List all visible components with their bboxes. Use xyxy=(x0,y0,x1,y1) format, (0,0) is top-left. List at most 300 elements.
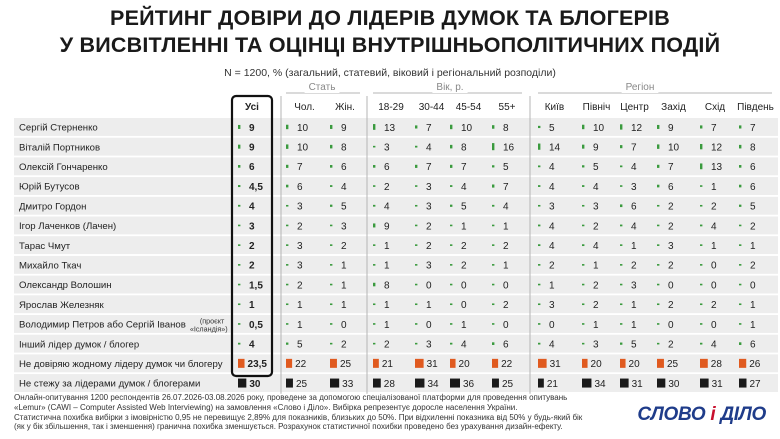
data-bar xyxy=(450,303,452,305)
data-value: 3 xyxy=(426,201,432,213)
data-value: 3 xyxy=(631,181,637,193)
data-value: 2 xyxy=(503,300,509,312)
footnote-line: Статистична похибка вибірки з імовірністю 0,95 не перевищує 2,89% для показників, близьких до 50%. При відхиленні показника від 50% у будь-який бік xyxy=(14,412,583,422)
data-value: 0 xyxy=(426,280,432,292)
data-bar xyxy=(330,185,332,187)
data-bar xyxy=(739,359,746,368)
data-value: 4 xyxy=(549,339,555,351)
data-value: 16 xyxy=(503,142,515,154)
data-bar xyxy=(415,303,417,305)
data-value: 2 xyxy=(249,260,255,272)
data-bar xyxy=(492,323,494,325)
data-bar xyxy=(238,205,240,207)
data-value: 9 xyxy=(249,142,255,154)
data-value: 5 xyxy=(503,162,509,174)
data-value: 0 xyxy=(503,319,509,331)
group-header: Регіон xyxy=(625,82,655,93)
data-value: 4 xyxy=(549,221,555,233)
data-value: 2 xyxy=(668,339,674,351)
data-bar xyxy=(700,264,702,266)
data-bar xyxy=(450,264,452,266)
data-value: 6 xyxy=(631,201,637,213)
data-bar xyxy=(286,323,288,325)
data-bar xyxy=(582,303,584,305)
data-bar xyxy=(286,205,288,207)
data-value: 2 xyxy=(503,240,509,252)
row-label: Володимир Петров або Сергій Іванов xyxy=(19,319,186,331)
data-value: 0 xyxy=(668,280,674,292)
column-header: Жін. xyxy=(335,102,355,113)
data-bar xyxy=(700,205,702,207)
data-bar xyxy=(582,125,584,129)
data-bar xyxy=(373,165,375,168)
data-value: 1 xyxy=(461,221,467,233)
data-bar xyxy=(415,225,417,227)
data-value: 4 xyxy=(593,181,599,193)
data-value: 0 xyxy=(711,260,717,272)
data-bar xyxy=(620,185,622,187)
data-bar xyxy=(538,205,540,207)
data-bar xyxy=(620,165,622,167)
column-header: Київ xyxy=(544,102,565,113)
data-value: 2 xyxy=(750,260,756,272)
table-row-bg xyxy=(14,276,778,294)
data-bar xyxy=(739,244,741,246)
data-value: 4 xyxy=(461,339,467,351)
data-bar xyxy=(700,343,702,345)
data-value: 5 xyxy=(631,339,637,351)
data-bar xyxy=(450,343,452,345)
data-value: 1 xyxy=(631,300,637,312)
data-bar xyxy=(700,303,702,305)
data-value: 1 xyxy=(384,260,390,272)
data-value: 3 xyxy=(297,201,303,213)
data-value: 3 xyxy=(249,221,255,233)
data-bar xyxy=(330,264,332,266)
data-bar xyxy=(330,284,332,286)
data-bar xyxy=(538,185,540,187)
data-bar xyxy=(538,284,540,286)
data-value: 2 xyxy=(631,260,637,272)
data-bar xyxy=(538,323,540,325)
data-value: 6 xyxy=(750,162,756,174)
row-label: Не стежу за лідерами думок / блогерами xyxy=(19,378,201,390)
data-bar xyxy=(373,303,375,305)
data-value: 3 xyxy=(426,181,432,193)
data-value: 3 xyxy=(593,201,599,213)
data-value: 36 xyxy=(463,378,475,390)
data-value: 25 xyxy=(339,359,352,371)
data-bar xyxy=(657,185,659,188)
data-value: 1 xyxy=(384,240,390,252)
column-header: Північ xyxy=(582,102,611,113)
data-bar xyxy=(538,126,540,128)
column-header: 55+ xyxy=(498,102,516,113)
data-value: 4 xyxy=(549,240,555,252)
data-value: 34 xyxy=(427,378,439,390)
data-value: 2 xyxy=(668,300,674,312)
data-value: 23,5 xyxy=(247,359,267,371)
data-bar xyxy=(582,379,591,388)
data-bar xyxy=(373,264,375,266)
data-value: 12 xyxy=(631,122,643,134)
column-header: 18-29 xyxy=(378,102,404,113)
data-bar xyxy=(286,185,288,188)
data-value: 1 xyxy=(711,240,717,252)
data-bar xyxy=(373,205,375,207)
data-value: 27 xyxy=(749,378,761,390)
column-header: Чол. xyxy=(294,102,315,113)
data-value: 14 xyxy=(549,142,561,154)
data-bar xyxy=(330,165,332,168)
data-bar xyxy=(620,244,622,246)
data-value: 7 xyxy=(711,122,717,134)
data-bar xyxy=(373,124,375,130)
data-bar xyxy=(538,359,547,368)
data-bar xyxy=(492,244,494,246)
data-value: 28 xyxy=(710,359,722,371)
data-bar xyxy=(415,244,417,246)
data-value: 9 xyxy=(249,122,255,134)
data-bar xyxy=(450,185,452,187)
data-value: 5 xyxy=(461,201,467,213)
data-bar xyxy=(582,185,584,187)
data-value: 2 xyxy=(668,221,674,233)
data-bar xyxy=(582,244,584,246)
data-value: 2 xyxy=(384,339,390,351)
data-value: 1 xyxy=(503,221,509,233)
data-bar xyxy=(657,205,659,207)
data-bar xyxy=(739,225,741,227)
data-value: 5 xyxy=(593,162,599,174)
data-bar xyxy=(238,359,245,368)
data-value: 3 xyxy=(668,240,674,252)
data-value: 31 xyxy=(631,378,643,390)
data-bar xyxy=(238,244,240,246)
data-bar xyxy=(373,379,381,388)
data-value: 10 xyxy=(461,122,473,134)
data-bar xyxy=(538,165,540,167)
data-bar xyxy=(657,225,659,227)
data-value: 0 xyxy=(711,280,717,292)
data-value: 0 xyxy=(711,319,717,331)
data-value: 2 xyxy=(249,240,255,252)
data-bar xyxy=(657,144,659,148)
data-bar xyxy=(620,303,622,305)
data-value: 1 xyxy=(249,300,255,312)
column-header: Усі xyxy=(245,102,259,113)
data-value: 34 xyxy=(594,378,606,390)
data-bar xyxy=(739,323,741,325)
data-value: 0 xyxy=(503,280,509,292)
footnote-line: (як у бік збільшення, так і зменшення) гранична похибка зменшується. Розрахунок статистичної похибки проведено без урахування дизайн-ефекту. xyxy=(14,422,563,432)
row-label: Не довіряю жодному лідеру думок чи блогеру xyxy=(19,358,223,370)
data-value: 7 xyxy=(631,142,637,154)
data-bar xyxy=(286,165,288,168)
data-value: 7 xyxy=(503,181,509,193)
data-value: 1 xyxy=(341,260,347,272)
data-bar xyxy=(538,225,540,227)
data-bar xyxy=(238,284,240,286)
data-value: 3 xyxy=(341,221,347,233)
data-bar xyxy=(492,165,494,167)
row-label: Ярослав Железняк xyxy=(19,299,104,311)
table-row-bg xyxy=(14,157,778,175)
data-bar xyxy=(450,125,452,129)
data-bar xyxy=(657,379,665,388)
data-value: 2 xyxy=(297,280,303,292)
data-value: 2 xyxy=(711,201,717,213)
row-label: Віталій Портников xyxy=(19,142,101,154)
data-value: 33 xyxy=(342,378,354,390)
data-value: 22 xyxy=(295,359,307,371)
data-value: 8 xyxy=(750,142,756,154)
data-bar xyxy=(492,264,494,266)
row-label-note: (проєкт «Ісландія») xyxy=(189,316,228,334)
data-bar xyxy=(538,244,540,246)
data-bar xyxy=(492,379,499,388)
data-bar xyxy=(286,125,288,129)
data-value: 2 xyxy=(750,221,756,233)
data-value: 30 xyxy=(668,378,680,390)
data-bar xyxy=(700,379,709,388)
data-bar xyxy=(373,244,375,246)
data-bar xyxy=(373,359,379,368)
data-bar xyxy=(739,284,741,286)
data-value: 7 xyxy=(750,122,756,134)
data-value: 5 xyxy=(750,201,756,213)
data-bar xyxy=(492,303,494,305)
data-bar xyxy=(700,163,702,169)
data-bar xyxy=(330,323,332,325)
data-value: 31 xyxy=(711,378,723,390)
data-value: 2 xyxy=(461,240,467,252)
data-value: 3 xyxy=(426,339,432,351)
data-bar xyxy=(450,145,452,149)
data-bar xyxy=(330,244,332,246)
data-bar xyxy=(620,204,622,207)
data-value: 2 xyxy=(461,260,467,272)
data-bar xyxy=(330,125,332,129)
data-bar xyxy=(739,165,741,168)
data-bar xyxy=(620,145,622,148)
data-bar xyxy=(700,225,702,227)
data-value: 1 xyxy=(631,240,637,252)
data-bar xyxy=(582,359,588,368)
data-value: 4 xyxy=(341,181,347,193)
data-bar xyxy=(538,379,544,388)
data-value: 20 xyxy=(458,359,470,371)
data-value: 2 xyxy=(549,260,555,272)
data-value: 8 xyxy=(341,142,347,154)
data-bar xyxy=(657,264,659,266)
group-header: Вік, р. xyxy=(436,82,464,93)
data-value: 1 xyxy=(503,260,509,272)
data-value: 7 xyxy=(297,162,303,174)
column-header: 30-44 xyxy=(418,102,445,113)
row-label: Дмитро Гордон xyxy=(19,201,87,213)
data-bar xyxy=(538,264,540,266)
data-value: 0 xyxy=(461,280,467,292)
data-value: 5 xyxy=(297,339,303,351)
data-value: 4 xyxy=(549,181,555,193)
data-bar xyxy=(373,146,375,148)
data-value: 10 xyxy=(297,142,309,154)
data-value: 4 xyxy=(503,201,509,213)
row-label: Тарас Чмут xyxy=(19,240,71,252)
data-bar xyxy=(582,205,584,207)
column-header: Захід xyxy=(661,102,686,113)
data-bar xyxy=(620,225,622,227)
data-value: 3 xyxy=(297,260,303,272)
data-bar xyxy=(582,323,584,325)
data-bar xyxy=(286,284,288,286)
data-value: 10 xyxy=(297,122,309,134)
logo-ampersand: і xyxy=(710,404,716,425)
data-bar xyxy=(700,323,702,325)
data-value: 4 xyxy=(249,339,255,351)
data-bar xyxy=(492,205,494,207)
data-value: 13 xyxy=(384,122,396,134)
data-value: 4 xyxy=(384,201,390,213)
data-value: 1 xyxy=(461,319,467,331)
data-value: 1 xyxy=(549,280,555,292)
data-value: 1 xyxy=(711,181,717,193)
data-value: 9 xyxy=(341,122,347,134)
data-bar xyxy=(238,125,240,129)
data-bar xyxy=(238,165,240,168)
data-bar xyxy=(450,205,452,207)
data-value: 4 xyxy=(631,162,637,174)
data-value: 7 xyxy=(668,162,674,174)
data-bar xyxy=(286,244,288,246)
data-value: 1 xyxy=(426,300,432,312)
data-bar xyxy=(415,323,417,325)
data-bar xyxy=(538,303,540,305)
data-value: 3 xyxy=(631,280,637,292)
data-value: 0 xyxy=(461,300,467,312)
data-value: 8 xyxy=(503,122,509,134)
data-value: 2 xyxy=(711,300,717,312)
data-value: 6 xyxy=(750,339,756,351)
data-value: 1 xyxy=(384,300,390,312)
data-bar xyxy=(739,145,741,149)
data-value: 6 xyxy=(341,162,347,174)
data-value: 2 xyxy=(668,260,674,272)
data-bar xyxy=(657,244,659,246)
data-bar xyxy=(286,225,288,227)
data-value: 12 xyxy=(711,142,723,154)
data-bar xyxy=(538,144,540,150)
data-bar xyxy=(700,185,702,187)
data-value: 6 xyxy=(249,162,255,174)
data-value: 3 xyxy=(549,201,555,213)
data-value: 9 xyxy=(384,221,390,233)
data-bar xyxy=(582,145,584,149)
data-value: 1 xyxy=(593,260,599,272)
column-header: Схід xyxy=(704,102,726,113)
data-bar xyxy=(657,359,664,368)
data-value: 2 xyxy=(426,240,432,252)
table-row-bg xyxy=(14,138,778,156)
data-bar xyxy=(415,146,417,148)
data-bar xyxy=(415,185,417,187)
data-value: 0,5 xyxy=(249,319,263,331)
data-bar xyxy=(620,284,622,286)
data-value: 4 xyxy=(426,142,432,154)
data-bar xyxy=(415,165,417,168)
data-value: 2 xyxy=(297,221,303,233)
data-bar xyxy=(286,343,288,345)
table-row-bg xyxy=(14,236,778,254)
data-bar xyxy=(620,359,626,368)
data-value: 5 xyxy=(549,122,555,134)
data-bar xyxy=(415,379,424,388)
data-value: 1 xyxy=(341,280,347,292)
data-value: 6 xyxy=(297,181,303,193)
data-value: 0 xyxy=(341,319,347,331)
data-value: 20 xyxy=(628,359,640,371)
data-bar xyxy=(450,323,452,325)
data-value: 1 xyxy=(384,319,390,331)
data-bar xyxy=(450,379,460,388)
data-value: 25 xyxy=(295,378,308,390)
data-value: 4 xyxy=(549,162,555,174)
data-value: 7 xyxy=(426,122,432,134)
data-value: 9 xyxy=(593,142,599,154)
data-bar xyxy=(286,359,292,368)
data-bar xyxy=(450,244,452,246)
data-value: 10 xyxy=(593,122,605,134)
logo-word-1: СЛОВО xyxy=(637,404,706,425)
chart-title-line-1: РЕЙТИНГ ДОВІРИ ДО ЛІДЕРІВ ДУМОК ТА БЛОГЕРІВ xyxy=(110,6,670,30)
data-bar xyxy=(700,244,702,246)
data-bar xyxy=(620,323,622,325)
data-bar xyxy=(700,144,702,149)
data-value: 4 xyxy=(593,240,599,252)
table-row-bg xyxy=(14,118,778,136)
data-value: 9 xyxy=(668,122,674,134)
column-header: Центр xyxy=(620,102,649,113)
data-value: 1 xyxy=(631,319,637,331)
data-bar xyxy=(330,303,332,305)
data-bar xyxy=(238,303,240,305)
data-value: 3 xyxy=(384,142,390,154)
data-bar xyxy=(739,185,741,188)
data-value: 30 xyxy=(249,378,261,390)
data-value: 20 xyxy=(590,359,602,371)
data-bar xyxy=(450,359,456,368)
logo-word-2: ДІЛО xyxy=(720,404,766,425)
data-bar xyxy=(492,225,494,227)
data-value: 2 xyxy=(341,240,347,252)
data-bar xyxy=(620,264,622,266)
row-label: Ігор Лаченков (Лачен) xyxy=(19,221,117,233)
data-bar xyxy=(238,343,240,345)
table-row-bg xyxy=(14,217,778,235)
data-value: 22 xyxy=(501,359,513,371)
data-bar xyxy=(582,343,584,345)
data-value: 4 xyxy=(711,221,717,233)
data-bar xyxy=(739,303,741,305)
data-value: 2 xyxy=(593,221,599,233)
table-row-bg xyxy=(14,197,778,215)
data-bar xyxy=(415,264,417,266)
data-bar xyxy=(450,225,452,227)
data-bar xyxy=(450,284,452,286)
row-label: Михайло Ткач xyxy=(19,260,82,272)
table-row-bg xyxy=(14,177,778,195)
